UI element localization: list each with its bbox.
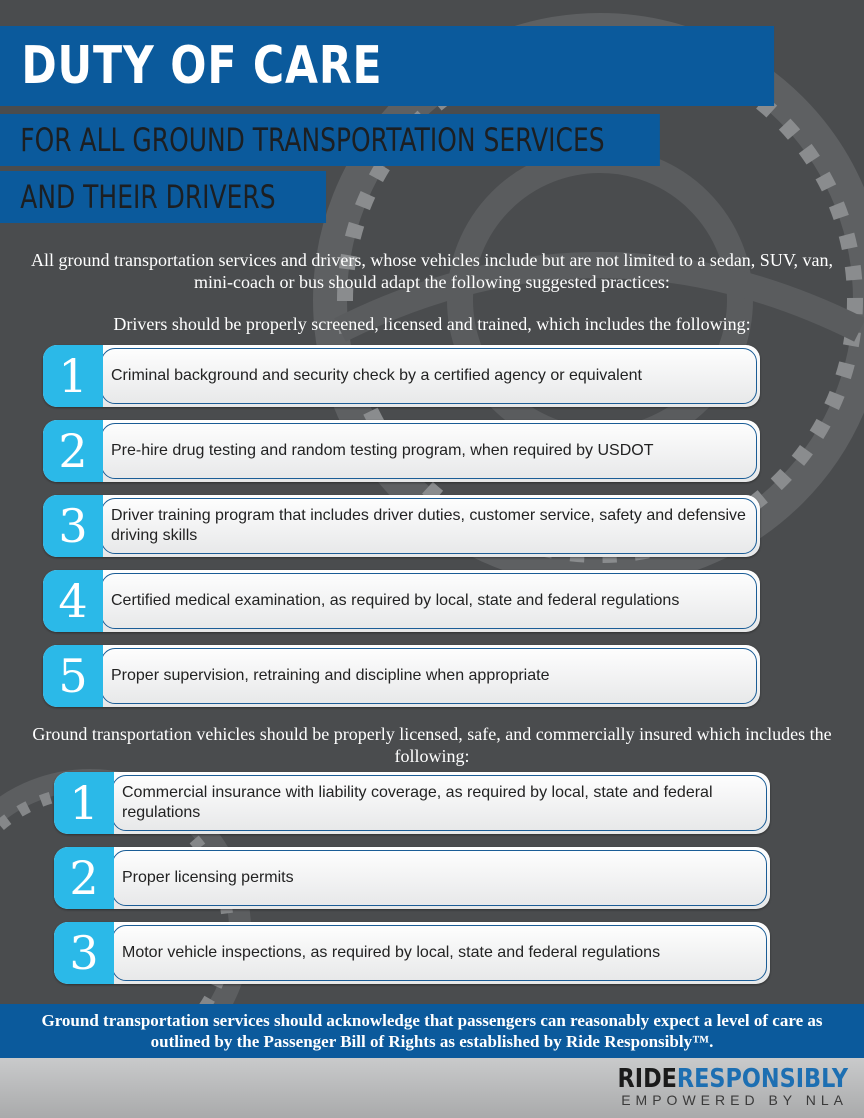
driver-item-5 xyxy=(43,645,760,707)
subtitle-line-1-text: FOR ALL GROUND TRANSPORTATION SERVICES xyxy=(20,121,605,159)
item-text: Proper supervision, retraining and discipline when appropriate xyxy=(111,667,550,684)
subtitle-line-2 xyxy=(0,171,326,223)
driver-item-1 xyxy=(43,345,760,407)
item-text: Commercial insurance with liability coverage, as required by local, state and federal regulations xyxy=(122,784,713,821)
logo-ride: RIDE xyxy=(617,1064,677,1094)
item-number: 2 xyxy=(54,847,114,909)
logo-tagline: EMPOWERED BY NLA xyxy=(621,1092,848,1108)
item-number: 2 xyxy=(43,420,103,482)
item-text: Proper licensing permits xyxy=(122,869,294,886)
item-number: 3 xyxy=(43,495,103,557)
footer-statement xyxy=(0,1004,864,1058)
driver-item-2 xyxy=(43,420,760,482)
item-number: 1 xyxy=(54,772,114,834)
logo-wordmark xyxy=(617,1064,848,1094)
vehicles-lead: Ground transportation vehicles should be properly licensed, safe, and commercially insured which includes the following: xyxy=(32,724,832,766)
vehicle-item-2 xyxy=(54,847,770,909)
subtitle-line-1 xyxy=(0,114,660,166)
item-text: Certified medical examination, as required by local, state and federal regulations xyxy=(111,592,680,609)
drivers-lead: Drivers should be properly screened, licensed and trained, which includes the following: xyxy=(113,314,751,334)
driver-item-3 xyxy=(43,495,760,557)
page-title-text: DUTY OF CARE xyxy=(21,36,383,96)
vehicle-item-3 xyxy=(54,922,770,984)
item-number: 1 xyxy=(43,345,103,407)
vehicle-item-1 xyxy=(54,772,770,834)
subtitle-line-2-text: AND THEIR DRIVERS xyxy=(20,178,276,216)
logo-responsibly: RESPONSIBLY xyxy=(676,1064,848,1094)
item-number: 5 xyxy=(43,645,103,707)
footer-statement-text: Ground transportation services should acknowledge that passengers can reasonably expect a level of care as outlined by the Passenger Bill of Rights as established by Ride Responsibly™. xyxy=(41,1011,823,1051)
item-text: Motor vehicle inspections, as required by local, state and federal regulations xyxy=(122,944,661,961)
item-text: Driver training program that includes driver duties, customer service, safety and defensive driving skills xyxy=(111,507,746,544)
item-number: 3 xyxy=(54,922,114,984)
intro-paragraph: All ground transportation services and drivers, whose vehicles include but are not limited to a sedan, SUV, van, mini-coach or bus should adapt the following suggested practices: xyxy=(31,250,833,292)
item-number: 4 xyxy=(43,570,103,632)
page-title xyxy=(0,26,774,106)
ride-responsibly-logo xyxy=(580,1064,848,1108)
item-text: Criminal background and security check by a certified agency or equivalent xyxy=(111,367,642,384)
driver-item-4 xyxy=(43,570,760,632)
item-text: Pre-hire drug testing and random testing program, when required by USDOT xyxy=(111,442,654,459)
